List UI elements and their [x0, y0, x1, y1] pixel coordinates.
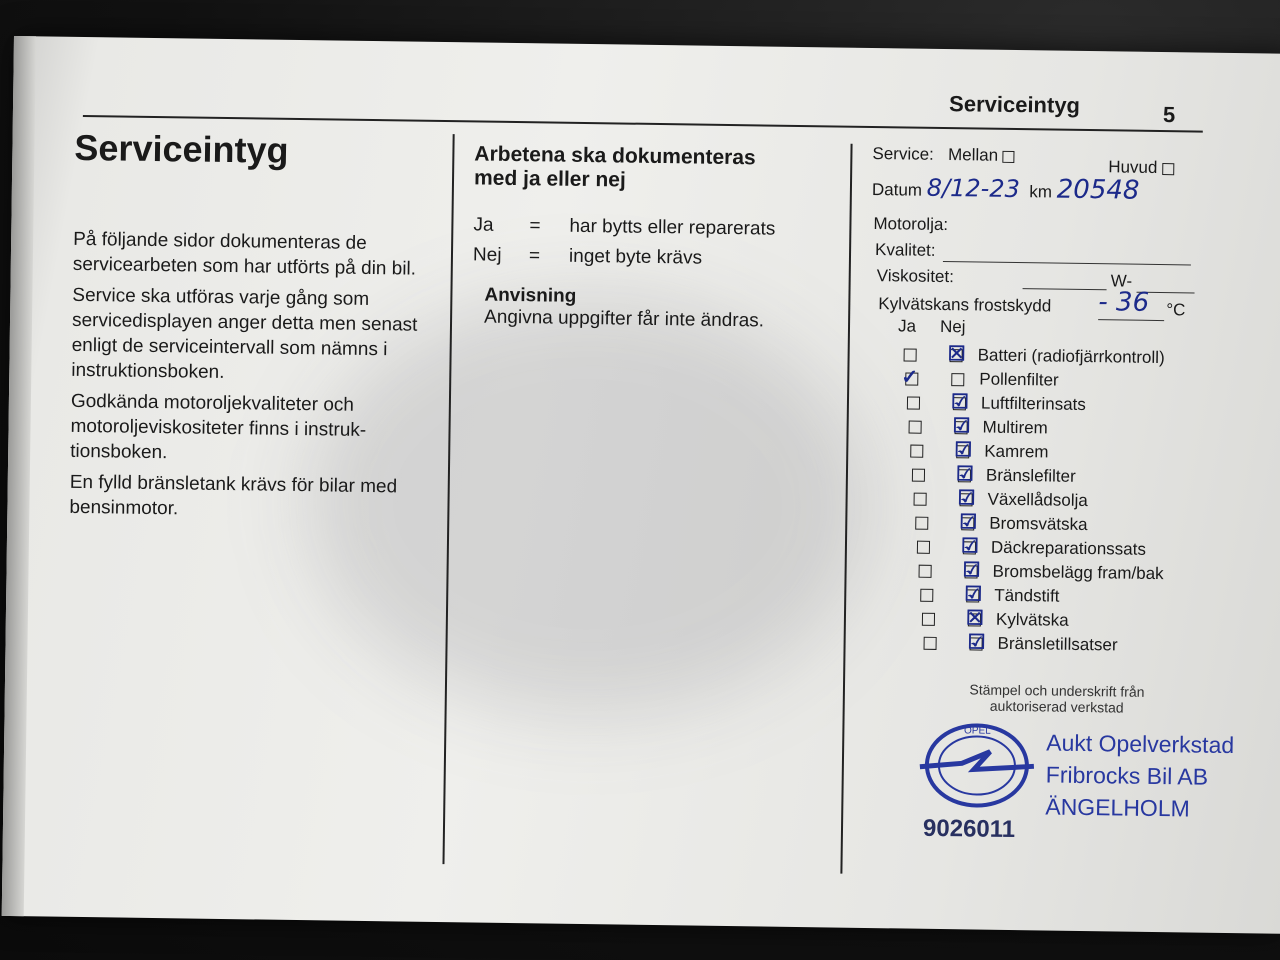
item-label: Batteri (radiofjärrkontroll) — [977, 345, 1165, 368]
datum-row — [872, 172, 1140, 206]
definition-equals: = — [528, 245, 541, 267]
instructions-heading-line1: Arbetena ska dokumenteras — [474, 142, 756, 170]
item-label: Kamrem — [984, 441, 1049, 462]
frost-value[interactable]: - 36 — [1098, 287, 1150, 318]
stamp-label-line1: Stämpel och underskrift från — [969, 681, 1145, 700]
header-title: Serviceintyg — [948, 91, 1081, 118]
w-label: W- — [1110, 271, 1133, 291]
item-label: Bromsvätska — [989, 513, 1088, 535]
ja-checkbox[interactable] — [917, 541, 930, 554]
ja-checkbox[interactable] — [904, 348, 917, 361]
intro-paragraph: Godkända motoroljekvaliteter och motoroljeviskositeter finns i instruk-tionsboken. — [70, 390, 367, 464]
datum-value[interactable]: 8/12-23 — [926, 173, 1021, 204]
frost-line[interactable] — [1098, 319, 1164, 321]
service-type-row — [872, 144, 1015, 166]
item-label: Däckreparationssats — [990, 537, 1147, 559]
instructions-heading — [474, 142, 835, 195]
check-mark: ☑ — [964, 583, 983, 606]
service-form — [871, 143, 1203, 655]
ja-checkbox[interactable] — [907, 397, 920, 410]
instructions-heading-line2: med ja eller nej — [473, 166, 626, 192]
item-label: Luftfilterinsats — [980, 393, 1086, 415]
check-mark: ☒ — [947, 343, 966, 366]
check-mark: ☑ — [957, 487, 976, 510]
stamp-line2: Fribrocks Bil AB — [1045, 761, 1209, 790]
definition-nej — [473, 240, 833, 275]
intro-column — [69, 127, 435, 531]
kvalitet-label: Kvalitet: — [874, 240, 936, 260]
item-label: Kylvätska — [995, 609, 1069, 630]
check-mark: ☑ — [954, 439, 973, 462]
item-label: Tändstift — [994, 585, 1060, 606]
page-title: Serviceintyg — [74, 126, 289, 171]
item-label: Växellådsolja — [987, 489, 1088, 511]
huvud-checkbox[interactable] — [1162, 163, 1174, 175]
workshop-stamp — [1045, 726, 1234, 825]
frost-label: Kylvätskans frostskydd — [878, 294, 1052, 316]
opel-logo-text: OPEL — [963, 725, 991, 737]
ja-checkbox[interactable] — [912, 469, 925, 482]
stamp-line3: ÄNGELHOLM — [1045, 793, 1190, 822]
ja-checkbox[interactable] — [910, 445, 923, 458]
intro-paragraph: Service ska utföras varje gång som servicedisplayen anger detta men senast enligt de serviceintervall som nämns i instruktionsboken. — [71, 284, 418, 383]
check-mark: ☑ — [967, 631, 986, 654]
motorolja-label: Motorolja: — [873, 214, 949, 235]
stamp-label — [957, 681, 1157, 716]
service-book-page — [2, 36, 1280, 934]
service-label: Service: — [872, 143, 934, 164]
ja-checkbox[interactable] — [914, 493, 927, 506]
frost-unit: °C — [1166, 300, 1186, 320]
opel-logo-stamp — [911, 717, 1042, 819]
km-label: km — [1029, 182, 1053, 202]
km-value[interactable]: 20548 — [1056, 174, 1140, 206]
definition-equals: = — [529, 215, 541, 237]
ja-checkbox[interactable] — [924, 637, 937, 650]
item-label: Multirem — [982, 417, 1048, 438]
ja-header: Ja — [897, 316, 917, 336]
page-number: 5 — [1162, 102, 1176, 128]
frost-row — [878, 294, 1051, 316]
check-mark: ☑ — [959, 511, 978, 534]
intro-paragraph: På följande sidor dokumenteras de servicearbeten som har utförts på din bil. — [72, 228, 417, 280]
nej-checkbox[interactable] — [951, 373, 964, 386]
definition-text: inget byte krävs — [568, 245, 703, 269]
datum-label: Datum — [871, 179, 923, 200]
item-label: Bromsbelägg fram/bak — [992, 561, 1164, 584]
kvalitet-line[interactable] — [943, 261, 1191, 265]
viskositet-line-1[interactable] — [1023, 288, 1107, 290]
note-title: Anvisning — [484, 284, 577, 307]
intro-paragraph: En fylld bränsletank krävs för bilar med bensinmotor. — [69, 471, 398, 520]
mellan-label: Mellan — [947, 145, 999, 165]
nej-header: Nej — [939, 316, 966, 337]
item-label: Bränslefilter — [985, 465, 1076, 486]
ja-checkbox[interactable] — [922, 613, 935, 626]
definition-key: Nej — [472, 244, 502, 266]
ja-checkbox[interactable] — [915, 517, 928, 530]
note-text: Angivna uppgifter får inte ändras. — [483, 306, 765, 332]
definition-text: har bytts eller reparerats — [569, 215, 776, 240]
definition-key: Ja — [473, 214, 494, 236]
item-label: Pollenfilter — [979, 369, 1059, 390]
viskositet-label: Viskositet: — [876, 266, 955, 287]
mellan-checkbox[interactable] — [1003, 150, 1015, 162]
check-mark: ☒ — [965, 607, 985, 630]
check-mark: ☑ — [952, 415, 971, 438]
check-mark: ☑ — [955, 463, 975, 486]
ja-checkbox[interactable] — [919, 565, 932, 578]
item-label: Bränsletillsatser — [997, 633, 1118, 655]
note — [484, 285, 833, 334]
ja-checkbox[interactable] — [909, 421, 922, 434]
stamp-label-line2: auktoriserad verkstad — [989, 697, 1124, 716]
huvud-label: Huvud — [1108, 157, 1158, 177]
check-mark: ✓ — [901, 366, 919, 389]
ja-checkbox[interactable] — [920, 589, 933, 602]
check-mark: ☑ — [962, 559, 981, 582]
stamp-line1: Aukt Opelverkstad — [1046, 729, 1235, 759]
instructions-column — [472, 142, 835, 333]
stamp-number: 9026011 — [922, 814, 1016, 844]
check-mark: ☑ — [950, 391, 970, 414]
check-mark: ☑ — [960, 535, 980, 558]
